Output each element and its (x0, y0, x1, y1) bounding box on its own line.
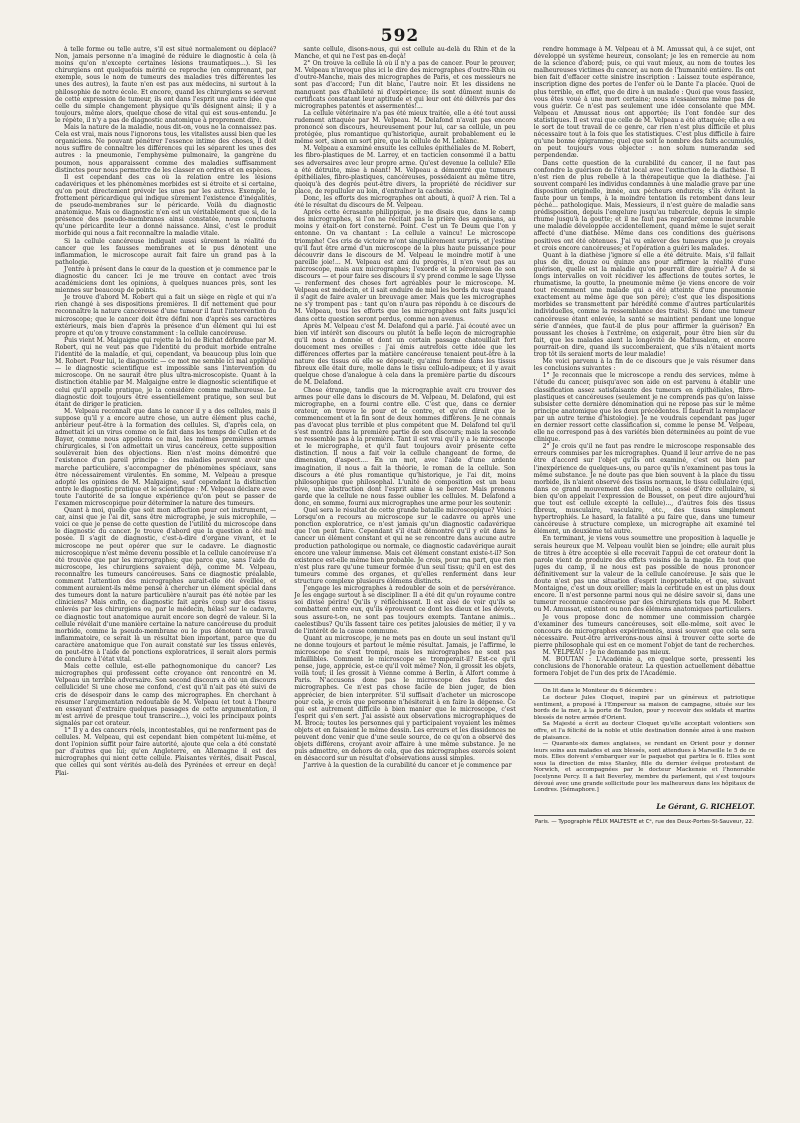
paragraph: On lit dans le Moniteur du 6 décembre : (542, 688, 657, 695)
column-right-body (534, 46, 755, 677)
editor-signature: Le Gérant, G. RICHELOT. (656, 801, 755, 811)
paragraph: M. Velpeau a examiné ensuite les cellules épithéliales de M. Robert, les fibro-plastiques de M. Larrey, et en tacticien consommé il a battu ses adversaires avec leur propre arme. Qu'est devenue la cellule? Elle a été détruite, mise à néant! M. Velpeau a démontré que tumeurs épithéliales, fibro-plastiques, cancéreuses, possédaient au même titre, quoiqu'à des degrés peut-être divers, la propriété de récidiver sur place, de repulluler au loin, d'entraîner la cachexie. (294, 145, 516, 195)
paragraph: Me voici parvenu à la fin de ce discours que je vais résumer dans les conclusions suivantes : (533, 358, 755, 373)
column-right (534, 46, 755, 1071)
paragraph: 1° Il y a des cancers réels, incontestables, qui ne renferment pas de cellules. M. Velpeau, qui est cependant bien compétent lui-même, et dont l'opinion suffit pour faire autorité, ajoute que cela a été constaté par d'autres que lui; qu'en Angleterre, en Allemagne il est des micrographes qui nient cette cellule. Plaisantes vérités, disait Pascal, que celles qui sont vérités au-delà des Pyrénées et erreur en deçà! Plai- (55, 727, 277, 777)
paragraph: Chose étrange, tandis que la micrographie avait cru trouver des armes pour elle dans le discours de M. Velpeau, M. Delafond, qui est micrographe, en a fourni contre elle. C'est que, dans ce dernier orateur, on trouve le pour et le contre, et qu'on dirait que le commencement et la fin sont de deux hommes différens. Je ne connais pas d'avocat plus terrible et plus compétent que M. Delafond tel qu'il s'est montré dans la première partie de son discours; mais la seconde ne ressemble pas à la première. Tant il est vrai qu'il y a le microscope et le micrographe, et qu'il faut toujours avoir présente cette distinction. Il nous a fait voir la cellule changeant de forme, de dimension, d'aspect.... En un mot, avec l'aide d'une ardente imagination, il nous a fait la théorie, le roman de la cellule. Son discours a été plus romantique qu'historique, je l'ai dit, moins philosophique que philosophal. L'unité de composition est un beau rêve, une abstraction dont l'esprit aime à se bercer. Mais prenons garde que la cellule ne nous fasse oublier les cellules. M. Delafond a donc, en somme, fourni aux micrographes une arme pour les soutenir. (294, 386, 516, 507)
paragraph: Quant à la diathèse j'ignore si elle a été détruite. Mais, s'il fallait plus de dix, douze ou quinze ans pour affirmer la réalité d'une guérison, quelle est la maladie qu'on pourrait dire guérie? À de si longs intervalles on voit récidiver les affections de toutes sortes, le rhumatisme, la goutte, la pneumonie même (je viens encore de voir tout récemment une malade qui a été atteinte d'une pneumonie exactement au même âge que son père); c'est que les dispositions morbides se transmettent par hérédité comme d'autres particularités individuelles, comme la ressemblance des traits). Si donc une tumeur cancéreuse étant enlevée, la santé se maintient pendant une longue série d'années, que faut-il de plus pour affirmer la guérison? En poussant les choses à l'extrême, on exigerait, pour être bien sûr du fait, que les malades aient la longévité de Mathusalem, et encore pourrait-on dire, quand ils succomberaient, que s'ils n'étaient morts trop tôt ils seraient morts de leur maladie! (533, 251, 755, 359)
paragraph: 2° On trouve la cellule là où il n'y a pas de cancer. Pour le prouver, M. Velpeau n'invoque plus ici le dire des micrographes d'outre-Rhin ou d'outre-Manche, mais des micrographes de Paris, et ces messieurs ne sont pas d'accord; l'un dit blanc, l'autre noir. Et les dissidens ne manquent pas d'habileté ni d'expérience; ils sont dûment munis de certificats constatant leur aptitude et qui leur ont été délivrés par des micrographes patentés et assermentés!... (294, 60, 516, 110)
paragraph: Puis vient M. Malgaigne qui rejette la loi de Bichat défendue par M. Robert, qui ne veut pas que l'identité du produit morbide entraîne l'identité de la maladie, et qui, cependant, va beaucoup plus loin que M. Robert. Pour lui, le diagnostic — ce mot me semble ici mal appliqué — le diagnostic scientifique est impossible sans l'intervention du microscope. On ne saurait être plus ultra-microscopiste. Quant à la distinction établie par M. Malgaigne entre le diagnostic scientifique et celui qu'il appelle pratique, je la considère comme malheureuse. Le diagnostic doit toujours être essentiellement pratique, son seul but étant de diriger le praticien. (55, 336, 277, 408)
paragraph: Mais la nature de la maladie, nous dit-on, vous ne la connaissez pas. Cela est vrai, mais nous l'ignorons tous, les vitalistes aussi bien que les organiciens. Ne pouvant pénétrer l'essence intime des choses, il doit nous suffire de connaître les différences qui les séparent les unes des autres : la pneumonie, l'emphysème pulmonaire, la gangrène du poumon, nous apparaissent comme des maladies suffisamment distinctes pour nous permettre de les classer en ordres et en espèces. (55, 124, 277, 174)
paragraph: rendre hommage à M. Velpeau et à M. Amussat qui, à ce sujet, ont développé un système heureux, consolant; je les en remercie au nom de la science d'abord; puis, ce qui vaut mieux, au nom de toutes les malheureuses victimes du cancer, au nom de l'humanité entière. Ils ont bien fait d'effacer cette sinistre inscription : Laissez toute espérance, inscription digne des portes de l'enfer où le Dante l'a placée. Quoi de plus terrible, en effet, que de dire à un malade : Quoi que vous fassiez, vous êtes voué à une mort certaine; nous n'essaierons même pas de vous guérir. Ce n'est pas seulement une idée consolante que MM. Velpeau et Amussat nous ont apportée; ils l'ont fondée sur des statistiques. Il est vrai que celle de M. Velpeau a été attaquée; elle a eu le sort de tout travail de ce genre, car rien n'est plus difficile et plus nécessaire tout à la fois que les statistiques. C'est plus difficile à faire qu'une bonne épigramme; quel que soit le nombre des faits accumulés, on peut toujours vous objecter : non solum numerandæ sed perpendendæ. (533, 46, 755, 160)
paragraph: à telle forme ou telle autre, s'il est situé normalement ou déplacé? Non, jamais personne n'a imaginé de réduire le diagnostic à cela (à moins qu'on n'excepte certaines lésions traumatiques...). Si les chirurgiens ont quelquefois mérité ce reproche (en comprenant, par exemple, sous le nom de tumeurs des maladies très différentes les unes des autres), la faute n'en est pas aux médecins, ni surtout à la philosophie de notre école. Et encore, quand les chirurgiens se servent de cette expression de tumeur, ils ont dans l'esprit une autre idée que celle du simple changement physique qu'ils désignent ainsi; il y a toujours, même alors, quelque chose de vital qui est sous-entendu. Je le répète, il n'y a pas de diagnostic anatomique à proprement dire. (55, 46, 277, 124)
paragraph: J'engage les micrographes à redoubler de soin et de persévérance. Je les engage surtout à se discipliner. Il a été dit qu'un royaume contre soi divisé périra! Qu'ils y réfléchissent. Il est aisé de voir qu'ils se combattent entre eux, qu'ils éprouvent ce dont les dieux et les dévots, sous assure-t-on, ne sont pas toujours exempts. Tantane animis... caelestibus? Qu'ils fassent taire ces petites jalousies de métier, il y va de l'intérêt de la cause commune. (294, 585, 516, 635)
printer-imprint: Paris. — Typographie FÉLIX MALTESTE et Cᵉ, rue des Deux-Portes-St-Sauveur, 22. (534, 815, 755, 825)
column-middle (294, 46, 515, 1071)
paragraph: Quant au microscope, je ne mets pas en doute un seul instant qu'il ne donne toujours et partout le même résultat. Jamais, je l'affirme, le microscope ne s'est trompé, mais les micrographes ne sont pas infaillibles. Comment le microscope se tromperait-il? Est-ce qu'il pense, juge, apprécie, est-ce qu'il voit même? Non, il grossit les objets, voilà tout; il les grossit à Vienne comme à Berlin, à Alfort comme à Paris. N'accusons donc pas le microscope des fautes des micrographes. Ce n'est pas chose facile de bien juger, de bien apprécier, de bien interpréter. S'il suffisait d'acheter un microscope pour cela, je crois que personne n'hésiterait à en faire la dépense. Ce qui est autrement difficile à bien manier que le microscope, c'est l'esprit qui s'en sert. J'ai assisté aux observations micrographiques de M. Broca; toutes les personnes qui y participaient voyaient les mêmes objets et en faisaient le même dessin. Les erreurs et les dissidences ne peuvent donc venir que d'une seule source, de ce qu'on a observé des objets différens, croyant avoir affaire à une même substance. Je ne puis admettre, en dehors de cela, que des micrographes exercés soient en désaccord sur un résultat d'observations aussi simples. (294, 634, 516, 763)
paragraph: Il est cependant des cas où la relation entre les lésions cadavériques et les phénomènes morbides est si étroite et si certaine, qu'on peut directement prévoir les unes par les autres. Exemple, le frottement péricardique qui indique sûrement l'existence d'inégalités, de pseudo-membranes sur le péricarde. Voilà du diagnostic anatomique. Mais ce diagnostic n'en est un véritablement que si, de la présence des pseudo-membranes ainsi constatée, nous concluons qu'une péricardite leur a donné naissance. Ainsi, c'est le produit morbide qui nous a fait reconnaître la maladie vitale. (55, 173, 277, 238)
paragraph: M. Velpeau reconnaît que dans le cancer il y a des cellules, mais il suppose qu'il y a encore autre chose, un autre élément plus caché, antérieur peut-être à la formation des cellules. Si, d'après cela, on admettait ici un virus comme on le fait dans les temps de Cullen et de Bayer, comme nous appelions ce mal, les mêmes premières armes chirurgicales, si l'on admettait un virus cancéreux, cette supposition soulèverait bien des objections. Rien n'est moins démontré que l'existence d'un pareil principe : des maladies peuvent avoir une marche particulière, s'accompagner de phénomènes spéciaux, sans être nécessairement virulentes. En somme, M. Velpeau a presque adopté les opinions de M. Malgaigne, sauf cependant la distinction entre le diagnostic pratique et le scientifique : M. Velpeau déclare avec toute l'autorité de sa longue expérience qu'on peut se passer de l'examen microscopique pour déterminer la nature des tumeurs. (55, 407, 277, 507)
paragraph: M. BOUTAN : L'Académie a, en quelque sorte, pressenti les conclusions de l'honorable orateur. La question actuellement débattue formera l'objet de l'un des prix de l'Académie. (533, 656, 755, 678)
paragraph: Si la cellule cancéreuse indiquait aussi sûrement la réalité du cancer que les fausses membranes et le pus dénotent une inflammation, le microscope aurait fait faire un grand pas à la pathologie. (55, 237, 277, 266)
paragraph: En terminant, je viens vous soumettre une proposition à laquelle je serais heureux que M. Velpeau voulût bien se joindre; elle aurait plus de titres à être acceptée si elle recevait l'appui de cet orateur dont la parole vient de produire des effets voisins de la magie. En tout que juges du camp, il ne nous est pas possible de nous prononcer définitivement sur la valeur de la cellule cancéreuse. Je sais que le doute n'est pas une situation d'esprit inopportable, et que, suivant Montaigne, c'est un doux oreiller; mais la certitude en est un plus doux encore. Il n'est personne parmi nous qui ne désire savoir si, dans une tumeur reconnue cancéreuse par des chirurgiens tels que M. Robert ou M. Amussat, existent ou non des élémens anatomiques particuliers. (533, 535, 755, 614)
paragraph: Donc, les efforts des micrographes ont abouti, à quoi? À rien. Tel a été le résultat du discours de M. Velpeau. (294, 194, 516, 210)
paragraph: Après cette écrasante philippique, je me disais que, dans le camp des micrographes, si l'on ne récitait pas la prière des agonisans, au moins y était-on fort consterné. Point. C'est un Te Deum que l'on y entonne. On va chantant : La cellule a vaincu! Le microscope triomphe! Ces cris de victoire m'ont singulièrement surpris, et j'estime qu'il faut être armé d'un microscope de la plus haute puissance pour découvrir dans le discours de M. Velpeau le moindre motif à une pareille joie!... M. Velpeau est ami du progrès, il n'en veut pas au microscope, mais aux micrographes; l'exorde et la péroraison de son discours — et pour faire ses discours il s'y prend comme le sage Ulysse — renferment des choses fort agréables pour le microscope. M. Velpeau est médecin, et il sait enduire de miel les bords du vase quand il s'agit de faire avaler un breuvage amer. Mais que les micrographes ne s'y trompent pas : tant qu'on n'aura pas répondu à ce discours de M. Velpeau, tous les efforts que les micrographes ont faits jusqu'ici dans cette question seront perdus, comme non avenus. (294, 209, 516, 323)
paragraph: Je trouve d'abord M. Robert qui a fait un siège en règle et qui n'a rien changé à ses dispositions premières. Il dit nettement que pour reconnaître la nature cancéreuse d'une tumeur il faut l'intervention du microscope; que le cancer doit être défini non d'après ses caractères extérieurs, mais bien d'après la présence d'un élément qui lui est propre et qu'on y trouve constamment : la cellule cancéreuse. (55, 294, 277, 337)
column-left (55, 46, 276, 1071)
paragraph: Quant à moi, quelle que soit mon affection pour cet instrument, — car, ainsi que je l'ai dit, sans être micrographe, je suis microphile, — voici ce que je pense de cette question de l'utilité du microscope dans le diagnostic du cancer. Je trouve d'abord que la question a été mal posée. Il s'agit de diagnostic, c'est-à-dire d'organe vivant, et le microscope ne peut opérer que sur le cadavre. Le diagnostic microscopique n'est même devenu possible et la cellule cancéreuse n'a été trouvée que par les micrographes; que parce que, sans l'aide du microscope, les chirurgiens savaient déjà, comme M. Velpeau, reconnaître les tumeurs cancéreuses. Sans ce diagnostic préalable, comment l'attention des micrographes aurait-elle été éveillée, et comment auraient-ils même pensé à chercher un élément spécial dans des tumeurs dont la nature particulière n'aurait pas été notée par les cliniciens? Mais enfin, ce diagnostic fait après coup sur des tissus enlevés par les chirurgiens ou, par le médecin, hélas! sur le cadavre, ce diagnostic tout anatomique aurait encore son degré de valeur. Si la cellule révélait d'une manière certaine la nature cancéreuse du produit morbide, comme la pseudo-membrane ou le pus dénotent un travail inflammatoire, ce serait là un résultat bien important, parce que du caractère anatomique que l'on aurait constaté sur les tissus enlevés, on peut-être à l'aide de ponctions exploratrices, il serait alors permis de conclure à l'état vital. (55, 507, 277, 664)
paragraph: Après M. Velpeau c'est M. Delafond qui a parlé. J'ai écouté avec un bien vif intérêt son discours ou plutôt la belle leçon de micrographie qu'il nous a donnée et dont un certain passage chatouillait fort doucement mes oreilles : j'ai émis autrefois cette idée que les différences offertes par la matière cancéreuse tenaient peut-être à la nature des tissus où elle se déposait; qu'ainsi formée dans les tissus fibreux elle était dure, molle dans le tissu cellulo-adipeux; et il y avait quelque chose d'analogue à cela dans la première partie du discours de M. Delafond. (294, 322, 516, 387)
paragraph: J'arrive à la question de la curabilité du cancer et je commence par (303, 762, 512, 770)
paragraph: 1° Je reconnais que le microscope a rendu des services, même à l'étude du cancer, puisqu'avec son aide on est parvenu à établir une classification assez satisfaisante des tumeurs en épithéliales, fibro-plastiques et cancéreuses (seulement je ne comprends pas qu'on laisse subsister cette dernière dénomination qui ne repose pas sur le même principe anatomique que les deux précédentes. Il faudrait la remplacer par un autre terme d'histologie). Je ne voudrais cependant pas juger en dernier ressort cette classification si, comme le pense M. Velpeau, elle ne correspond pas à des variétés bien déterminées au point de vue clinique. (533, 372, 755, 444)
paragraph: Quel sera le résultat de cette grande bataille microscopique? Voici : Lorsqu'on a recours au microscope sur le cadavre ou après une ponction exploratrice, ce n'est jamais qu'un diagnostic cadavérique que l'on peut faire. Cependant s'il était démontré qu'il y eût dans le cancer un élément constant et qui ne se rencontre dans aucune autre production pathologique ou normale, ce diagnostic cadavérique aurait encore une valeur immense. Mais cet élément constant existe-t-il? Son existence est-elle même bien probable. Je crois, pour ma part, que rien n'est plus rare qu'une tumeur formée d'un seul tissu; qu'il en est des tumeurs comme des organes, et qu'elles renferment dans leur structure complexe plusieurs élémens distincts. (294, 507, 516, 586)
paragraph: Sa Majesté a écrit au docteur Cloquet qu'elle acceptait volontiers son offre, et l'a félicité de la noble et utile destination donnée ainsi à une maison de plaisance. (533, 721, 755, 741)
text-columns (55, 46, 755, 1071)
paragraph: J'entre à présent dans le cœur de la question et je commence par le diagnostic du cancer. Ici je me trouve en contact avec trois académiciens dont les opinions, à quelques nuances près, sont les miennes sur beaucoup de points. (55, 265, 277, 295)
paragraph: La cellule vétérinaire n'a pas été mieux traitée, elle a été tout aussi rudement attaquée par M. Velpeau. M. Delafond n'avait pas encore prononcé son discours, heureusement pour lui, car sa cellule, un peu protégée, plus romantique qu'historique, aurait probablement eu le même sort, sinon un sort pire, que la cellule de M. Leblanc. (294, 109, 516, 146)
paragraph: sante cellule, disons-nous, qui est cellule au-delà du Rhin et de la Manche, et qui ne l'est pas en-deçà! (294, 46, 516, 61)
paragraph: 2° Je crois qu'il ne faut pas rendre le microscope responsable des erreurs commises par les micrographes. Quand il leur arrive de ne pas être d'accord sur l'objet qu'ils ont examiné, c'est ou bien par l'inexpérience de quelques-uns, ou parce qu'ils n'examinent pas tous la même substance. Je ne doute pas que bien souvent à la place du tissu morbide, ils n'aient observé des tissus normaux, le tissu cellulaire (qui, dans ce grand mouvement des cellules, a cessé d'être cellulaire, si bien qu'on appelait l'expression de Bousset, on peut dire aujourd'hui que tout est cellule excepté la cellule)..., d'autres fois des tissus fibreux, musculaire, vasculaire, etc., des tissus simplement hypertrophiés. Le hasard, la fatalité a pu faire que, dans une tumeur cancéreuse à structure complexe, un micrographe ait examiné tel élément, un deuxième tel autre. (533, 443, 755, 536)
page-number: 592 (380, 26, 420, 46)
paragraph: Je vous propose donc de nommer une commission chargée d'examiner des tumeurs cancéreuses, soit elle-même, soit avec le concours de micrographes expérimentés, aussi souvent que cela sera nécessaire. Peut-être arriverons-nous ainsi à trouver cette sorte de pierre philosophale qui est en ce moment l'objet de tant de recherches. (533, 613, 755, 649)
paragraph: Dans cette question de la curabilité du cancer, il ne faut pas confondre la guérison de l'état local avec l'extinction de la diathèse. Il n'est rien de plus rebelle à la thérapeutique que la diathèse. J'ai souvent comparé les individus condamnés à une maladie grave par une disposition originelle, innée, aux pécheurs endurcis; s'ils évitent la faute pour un temps, à la moindre tentation ils retombent dans leur péché... pathologique. Mais, Messieurs, il n'est guère de maladie sans prédisposition, depuis l'engelure jusqu'au tubercule, depuis le simple rhume jusqu'à la goutte; et il ne faut pas regarder comme incurable une maladie développée accidentellement, quand même le sujet serait affecté d'une diathèse. Même dans ces conditions des guérisons positives ont été obtenues. J'ai vu enlever des tumeurs que je croyais et crois encore cancéreuses; et l'opération a guéri les malades. (533, 159, 755, 252)
paragraph: — Quarante-six dames anglaises, se rendant en Orient pour y donner leurs soins aux malades et aux blessés, sont attendues à Marseille le 5 de ce mois. Elles doivent s'embarquer sur le paquebot qui partira le 6. Elles sont sous la direction de miss Stanley, fille du dernier évêque protestant de Norwich, et accompagnées par le docteur Mackensie et l'honorable Jocelynne Percy. Il a fait Beverley, membre du parlement, qui s'est toujours dévoué avec une grande sollicitude pour les malheureux dans les hôpitaux de Londres. [Sémaphore.] (533, 741, 755, 794)
paragraph: M. VELPEAU : Je ne demande pas mieux. (542, 648, 671, 656)
news-notes (534, 683, 755, 794)
paragraph: Mais cette cellule, est-elle pathognomonique du cancer? Les micrographes qui professent cette croyance ont rencontré en M. Velpeau un terrible adversaire. Son second discours a été un discours cellulicide! Si une chose me confond, c'est qu'il n'ait pas été suivi de cris de désespoir dans le camp des micrographes. En cherchant à résumer l'argumentation redoutable de M. Velpeau (et tout à l'heure en essayant d'extraire quelques passages de cette argumentation, il m'est arrivé de presque tout transcrire...), voici les principaux points signalés par cet orateur. (55, 663, 277, 727)
paragraph: Le docteur Jules Cloquet, inspiré par un généreux et patriotique sentiment, a proposé à l'Empereur sa maison de campagne, située sur les bords de la mer, à la porte de Toulon, pour y recevoir des soldats et marins blessés de notre armée d'Orient. (533, 694, 755, 721)
